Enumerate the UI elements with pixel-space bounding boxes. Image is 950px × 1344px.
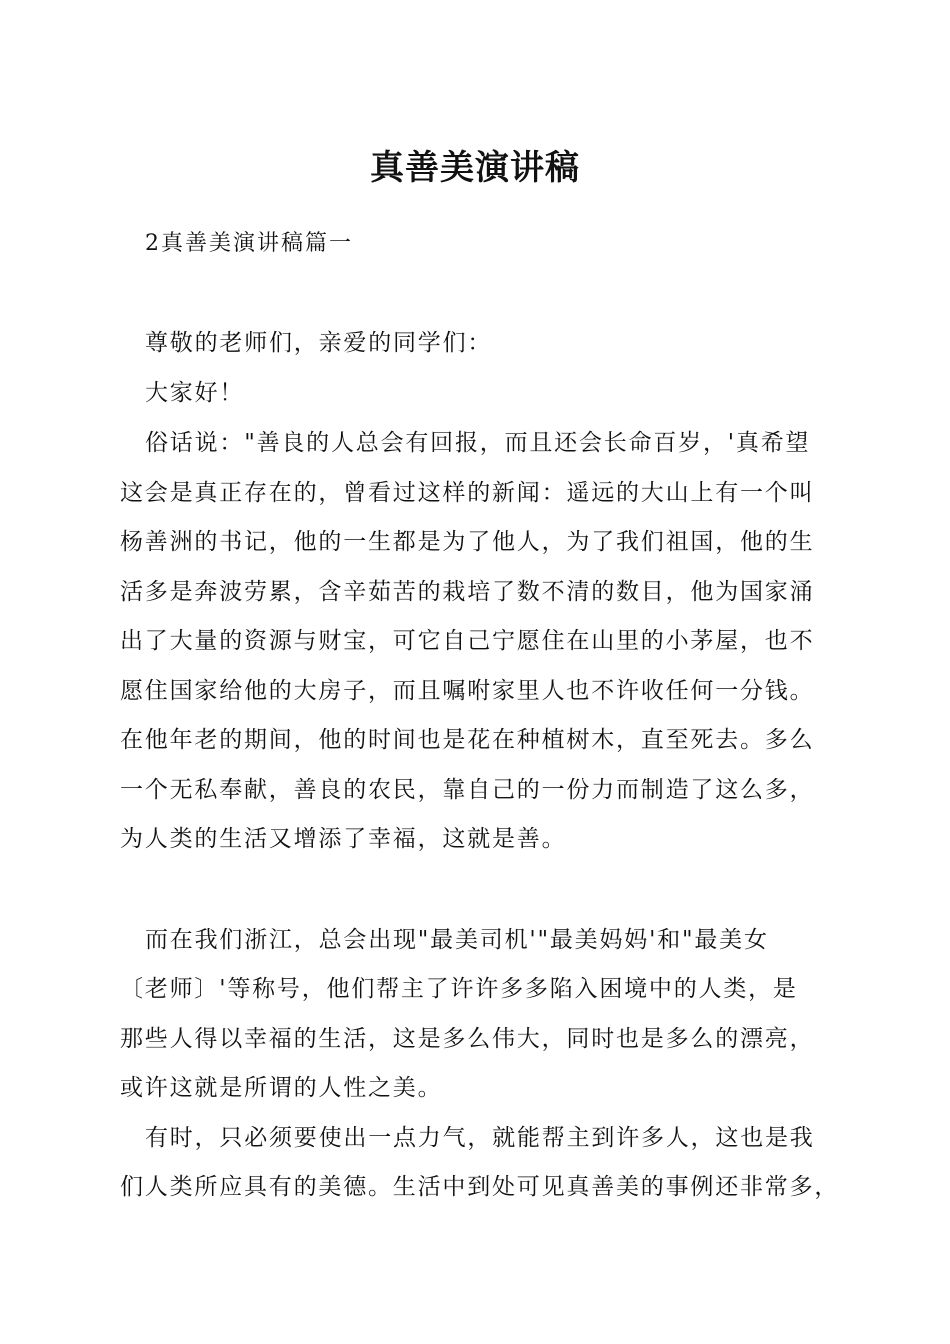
paragraph-2-line-2: 〔老师〕'等称号，他们帮主了许许多多陷入困境中的人类，是 — [120, 976, 798, 1002]
paragraph-1-line-1: 俗话说："善良的人总会有回报，而且还会长命百岁，'真希望 — [145, 430, 811, 456]
paragraph-1-line-7: 在他年老的期间，他的时间也是花在种植树木，直至死去。多么 — [120, 727, 815, 753]
document-title: 真善美演讲稿 — [370, 148, 580, 188]
salutation-line: 尊敬的老师们，亲爱的同学们： — [145, 330, 493, 356]
paragraph-2-line-3: 那些人得以幸福的生活，这是多么伟大，同时也是多么的漂亮， — [120, 1026, 815, 1052]
paragraph-3-line-2: 们人类所应具有的美德。生活中到处可见真善美的事例还非常多， — [120, 1174, 840, 1200]
paragraph-1-line-2: 这会是真正存在的，曾看过这样的新闻：遥远的大山上有一个叫 — [120, 480, 815, 506]
paragraph-2-line-1: 而在我们浙江，总会出现"最美司机'"最美妈妈'和"最美女 — [145, 927, 769, 953]
paragraph-1-line-3: 杨善洲的书记，他的一生都是为了他人，为了我们祖国，他的生 — [120, 529, 815, 555]
paragraph-3-line-1: 有时，只必须要使出一点力气，就能帮主到许多人，这也是我 — [145, 1125, 815, 1151]
paragraph-1-line-4: 活多是奔波劳累，含辛茹苦的栽培了数不清的数目，他为国家涌 — [120, 579, 815, 605]
paragraph-1-line-8: 一个无私奉献，善良的农民，靠自己的一份力而制造了这么多， — [120, 777, 815, 803]
paragraph-1-line-6: 愿住国家给他的大房子，而且嘱咐家里人也不许收任何一分钱。 — [120, 678, 815, 704]
paragraph-1-line-9: 为人类的生活又增添了幸福，这就是善。 — [120, 826, 567, 852]
document-subtitle: 2真善美演讲稿篇一 — [145, 231, 353, 256]
greeting-line: 大家好！ — [145, 380, 245, 406]
paragraph-2-line-4: 或许这就是所谓的人性之美。 — [120, 1075, 443, 1101]
paragraph-1-line-5: 出了大量的资源与财宝，可它自己宁愿住在山里的小茅屋，也不 — [120, 628, 815, 654]
